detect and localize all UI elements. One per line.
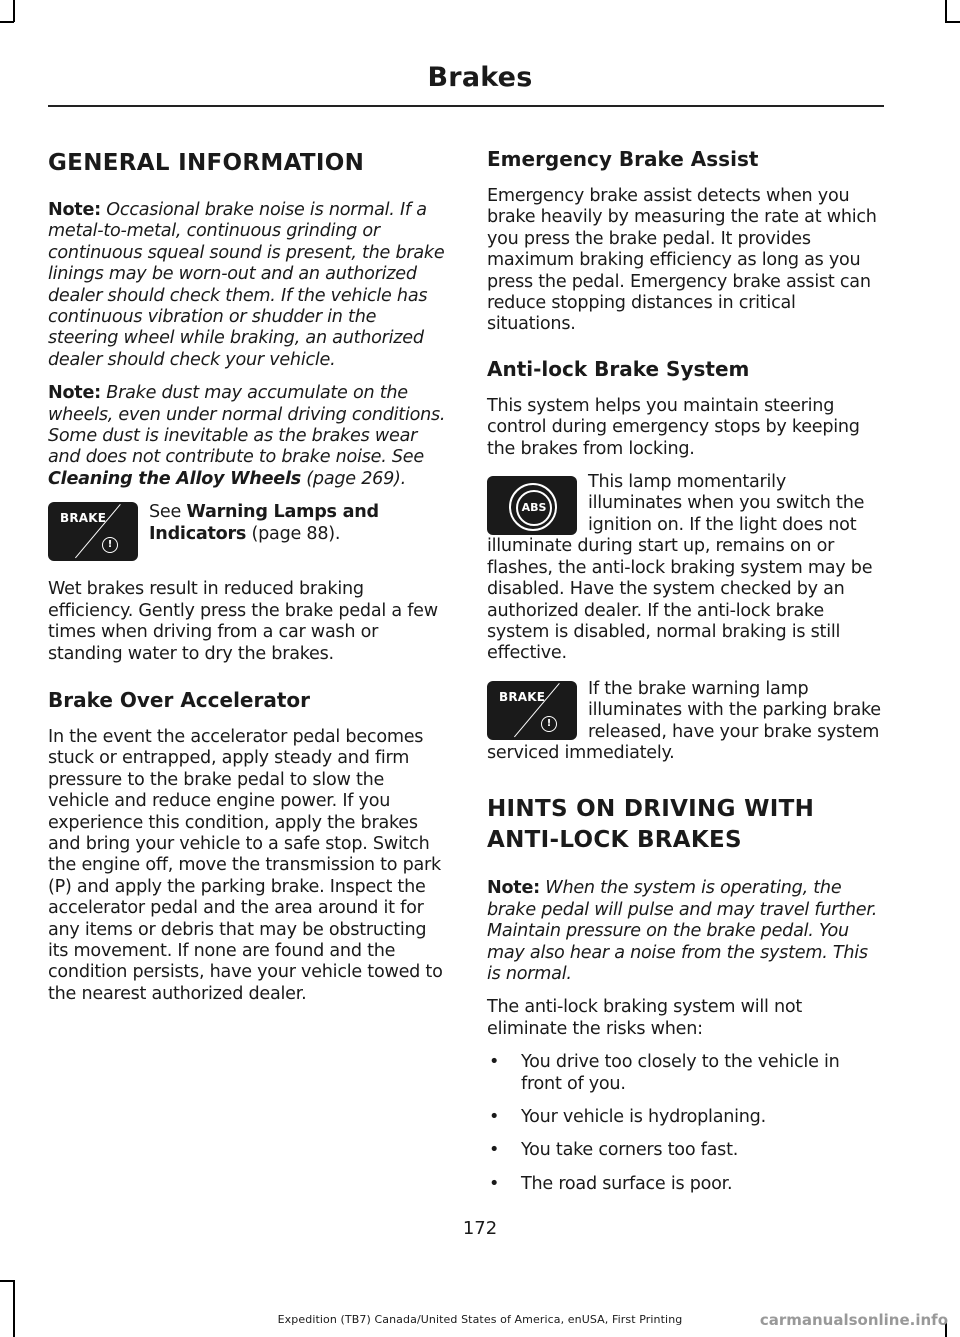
note-text: When the system is operating, the brake pedal will pulse and may travel further. Maintain pressure on the brake pedal. You may also hear a noise from the system. This is normal. <box>487 878 878 984</box>
brake-lamp-block <box>487 679 881 765</box>
abs-icon-label: ABS <box>516 490 552 526</box>
crop-mark-bottom-left-v <box>13 1280 15 1337</box>
left-column <box>48 140 447 1017</box>
list-item: • The road surface is poor. <box>487 1174 881 1195</box>
subheading-brake-over-accelerator: Brake Over Accelerator <box>48 687 311 712</box>
note-brake-noise <box>48 200 447 371</box>
page-header-title: Brakes <box>427 62 533 93</box>
brake-warning-lamp-icon <box>48 502 138 561</box>
note-abs-operating <box>487 878 881 985</box>
crop-mark-top-left-v <box>13 0 15 22</box>
subheading-anti-lock-brake-system: Anti-lock Brake System <box>487 356 750 381</box>
note-label: Note: <box>48 200 101 220</box>
brake-warning-row <box>48 502 447 561</box>
exclamation-circle-icon: ! <box>102 537 118 553</box>
footer-text: Expedition (TB7) Canada/United States of America, enUSA, First Printing <box>277 1313 683 1326</box>
wet-brakes-paragraph: Wet brakes result in reduced braking efficiency. Gently press the brake pedal a few times when driving from a car wash or standing water to dry the brakes. <box>48 579 438 664</box>
note-brake-dust <box>48 383 447 490</box>
list-item: • You take corners too fast. <box>487 1140 881 1161</box>
anti-lock-paragraph: This system helps you maintain steering control during emergency stops by keeping the brakes from locking. <box>487 395 860 459</box>
crop-mark-top-left-h <box>0 21 14 23</box>
section-heading-general-information: GENERAL INFORMATION <box>48 150 365 176</box>
brake-over-accelerator-paragraph: In the event the accelerator pedal becomes stuck or entrapped, apply steady and firm pressure to the brake pedal to slow the vehicle and reduce engine power. If you experience this condition, apply the brakes and bring your vehicle to a safe stop. Switch the engine off, move the transmission to park (P) and apply the parking brake. Inspect the accelerator pedal and the area around it for any items or debris that may be obstructing its movement. If none are found and the condition persists, have your vehicle towed to the nearest authorized dealer. <box>48 726 443 1004</box>
page-reference: (page 269). <box>306 468 406 489</box>
subheading-emergency-brake-assist: Emergency Brake Assist <box>487 147 759 171</box>
section-heading-hints-line-2: ANTI-LOCK BRAKES <box>487 827 742 854</box>
abs-lamp-block <box>487 472 881 665</box>
watermark: carmanualsonline.info <box>759 1311 948 1329</box>
list-item: • Your vehicle is hydroplaning. <box>487 1107 881 1128</box>
brake-lamp-paragraph: If the brake warning lamp illuminates with the parking brake released, have your brake system serviced immediately. <box>487 678 881 763</box>
right-column <box>487 140 881 1207</box>
cross-reference-link[interactable]: Warning Lamps and Indicators <box>149 502 379 544</box>
emergency-brake-assist-paragraph: Emergency brake assist detects when you brake heavily by measuring the rate at which you press the brake pedal. It provides maximum braking efficiency as long as you press the pedal. Emergency brake assist can reduce stopping distances in critical situations. <box>487 186 877 335</box>
note-label: Note: <box>487 878 540 899</box>
note-text: Brake dust may accumulate on the wheels, even under normal driving conditions. Some dust is inevitable as the brakes wear and does not contribute to brake noise. See <box>48 383 446 468</box>
brake-icon-label: BRAKE <box>499 689 546 704</box>
risk-intro-paragraph: The anti-lock braking system will not eliminate the risks when: <box>487 997 803 1039</box>
crop-mark-top-right-v <box>945 0 947 22</box>
brake-icon-label: BRAKE <box>60 511 107 526</box>
see-prefix: See <box>149 502 182 523</box>
note-label: Note: <box>48 383 101 404</box>
list-item: • You drive too closely to the vehicle in front of you. <box>487 1052 881 1095</box>
risk-list <box>487 1052 881 1195</box>
header-rule <box>48 105 884 107</box>
page-number: 172 <box>462 1218 498 1239</box>
page-reference: (page 88). <box>251 523 341 544</box>
see-reference <box>149 502 447 545</box>
brake-warning-lamp-icon <box>487 681 577 740</box>
note-text: Occasional brake noise is normal. If a metal-to-metal, continuous grinding or continuous squeal sound is present, the brake linings may be worn-out and an authorized dealer should check them. If the vehicle has continuous vibration or shudder in the steering wheel while braking, an authorized dealer should check your vehicle. <box>48 200 445 370</box>
crop-mark-bottom-left-h <box>0 1280 14 1282</box>
abs-warning-lamp-icon <box>487 476 577 535</box>
section-heading-hints-line-1: HINTS ON DRIVING WITH <box>487 796 815 823</box>
exclamation-circle-icon: ! <box>541 716 557 732</box>
abs-lamp-paragraph: This lamp momentarily illuminates when you switch the ignition on. If the light does not illuminate during start up, remains on or flashes, the anti-lock braking system may be disabled. Have the system checked by an authorized dealer. If the anti-lock brake system is disabled, normal braking is still effective. <box>487 472 873 664</box>
crop-mark-top-right-h <box>945 21 960 23</box>
cross-reference-link[interactable]: Cleaning the Alloy Wheels <box>48 468 301 489</box>
